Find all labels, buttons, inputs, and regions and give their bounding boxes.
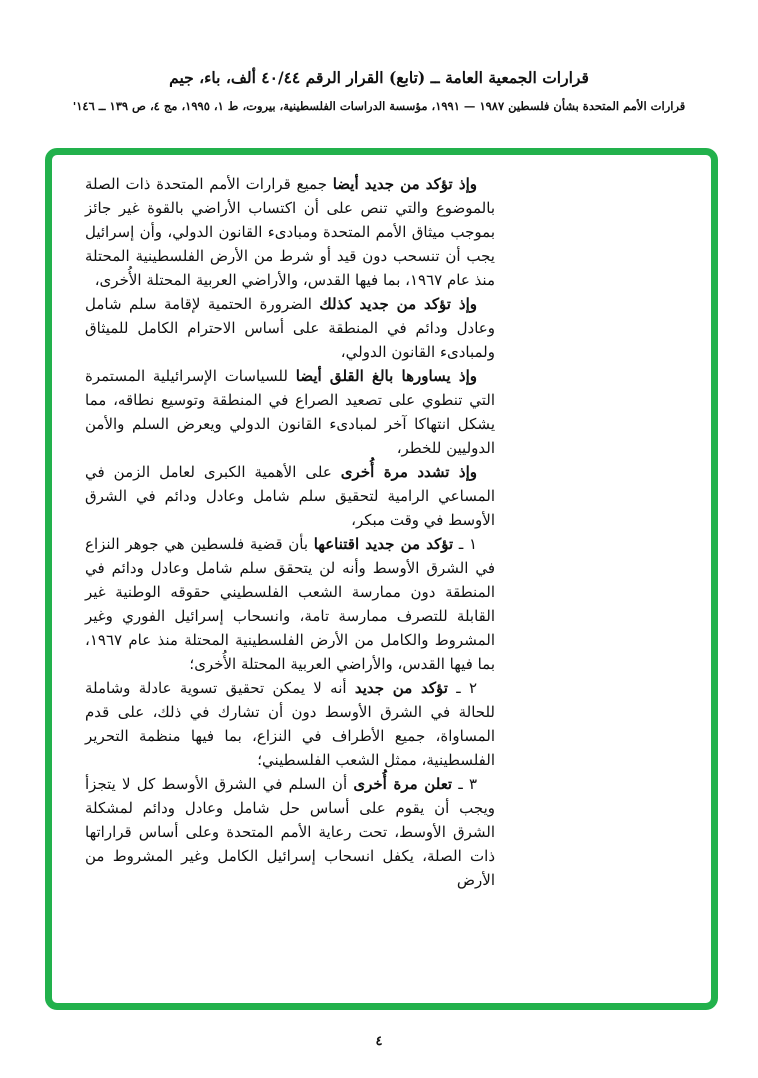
paragraph (85, 532, 495, 676)
paragraph-lead: وإذ يساورها بالغ القلق أيضا (295, 367, 477, 385)
paragraph-text: جميع قرارات الأمم المتحدة ذات الصلة بالموضوع والتي تنص على أن اكتساب الأراضي بالقوة غير جائز بموجب ميثاق الأمم المتحدة ومبادىء القانون الدولي، وأن إسرائيل يجب أن تنسحب دون قيد أو شرط من الأرض الفلسطينية المحتلة منذ عام ١٩٦٧، بما فيها القدس، والأراضي العربية المحتلة الأُخرى، (85, 175, 495, 289)
paragraph-number: ١ ـ (453, 535, 477, 553)
paragraph-lead: وإذ تشدد مرة أُخرى (340, 463, 477, 481)
paragraph-lead: تؤكد من جديد اقتناعها (313, 535, 454, 553)
paragraph-text: الضرورة الحتمية لإقامة سلم شامل وعادل ودائم في المنطقة على أساس الاحترام الكامل للميثاق ولمبادىء القانون الدولي، (85, 295, 495, 361)
paragraph-text: بأن قضية فلسطين هي جوهر النزاع في الشرق الأوسط وأنه لن يتحقق سلم شامل وعادل ودائم في المنطقة دون ممارسة الشعب الفلسطيني حقوقه الوطنية غير القابلة للتصرف ممارسة تامة، وانسحاب إسرائيل الفوري وغير المشروط والكامل من الأرض الفلسطينية المحتلة منذ عام ١٩٦٧، بما فيها القدس، والأراضي العربية المحتلة الأُخرى؛ (85, 535, 495, 673)
paragraph-text: أنه لا يمكن تحقيق تسوية عادلة وشاملة للحالة في الشرق الأوسط دون أن تشارك في ذلك، على قدم المساواة، جميع الأطراف في النزاع، بما فيها منظمة التحرير الفلسطينية، ممثل الشعب الفلسطيني؛ (85, 679, 495, 769)
paragraph-lead: وإذ تؤكد من جديد أيضا (332, 175, 477, 193)
document-body (85, 172, 495, 892)
page-number: ٤ (375, 1034, 383, 1049)
paragraph-lead: تؤكد من جديد (354, 679, 448, 697)
document-title: قرارات الجمعية العامة ــ (تابع) القرار الرقم ٤٠/٤٤ ألف، باء، جيم (169, 68, 589, 87)
paragraph-lead: وإذ تؤكد من جديد كذلك (319, 295, 478, 313)
paragraph (85, 460, 495, 532)
paragraph (85, 772, 495, 892)
source-citation-line: قرارات الأمم المتحدة بشأن فلسطين ١٩٨٧ — ١٩٩١، مؤسسة الدراسات الفلسطينية، بيروت، ط ١، ١٩٩٥، مج ٤، ص ١٣٩ ــ ١٤٦' (72, 99, 686, 113)
paragraph-number: ٢ ـ (447, 679, 478, 697)
paragraph-number: ٣ ـ (452, 775, 477, 793)
paragraph (85, 292, 495, 364)
page-footer (0, 1030, 758, 1049)
paragraph (85, 364, 495, 460)
paragraph (85, 676, 495, 772)
page-header (0, 68, 758, 113)
paragraph (85, 172, 495, 292)
paragraph-text: أن السلم في الشرق الأوسط كل لا يتجزأ ويجب أن يقوم على أساس حل شامل وعادل ودائم لمشكلة الشرق الأوسط، تحت رعاية الأمم المتحدة وعلى أساس قراراتها ذات الصلة، يكفل انسحاب إسرائيل الكامل وغير المشروط من الأرض (85, 775, 495, 889)
paragraph-lead: تعلن مرة أُخرى (353, 775, 453, 793)
paragraph-text: للسياسات الإسرائيلية المستمرة التي تنطوي على تصعيد الصراع في المنطقة وتوسيع نطاقه، مما يشكل انتهاكا آخر لمبادىء القانون الدولي ويعرض السلم والأمن الدوليين للخطر، (85, 367, 495, 457)
paragraph-text: على الأهمية الكبرى لعامل الزمن في المساعي الرامية لتحقيق سلم شامل وعادل ودائم في الشرق الأوسط في وقت مبكر، (85, 463, 495, 529)
